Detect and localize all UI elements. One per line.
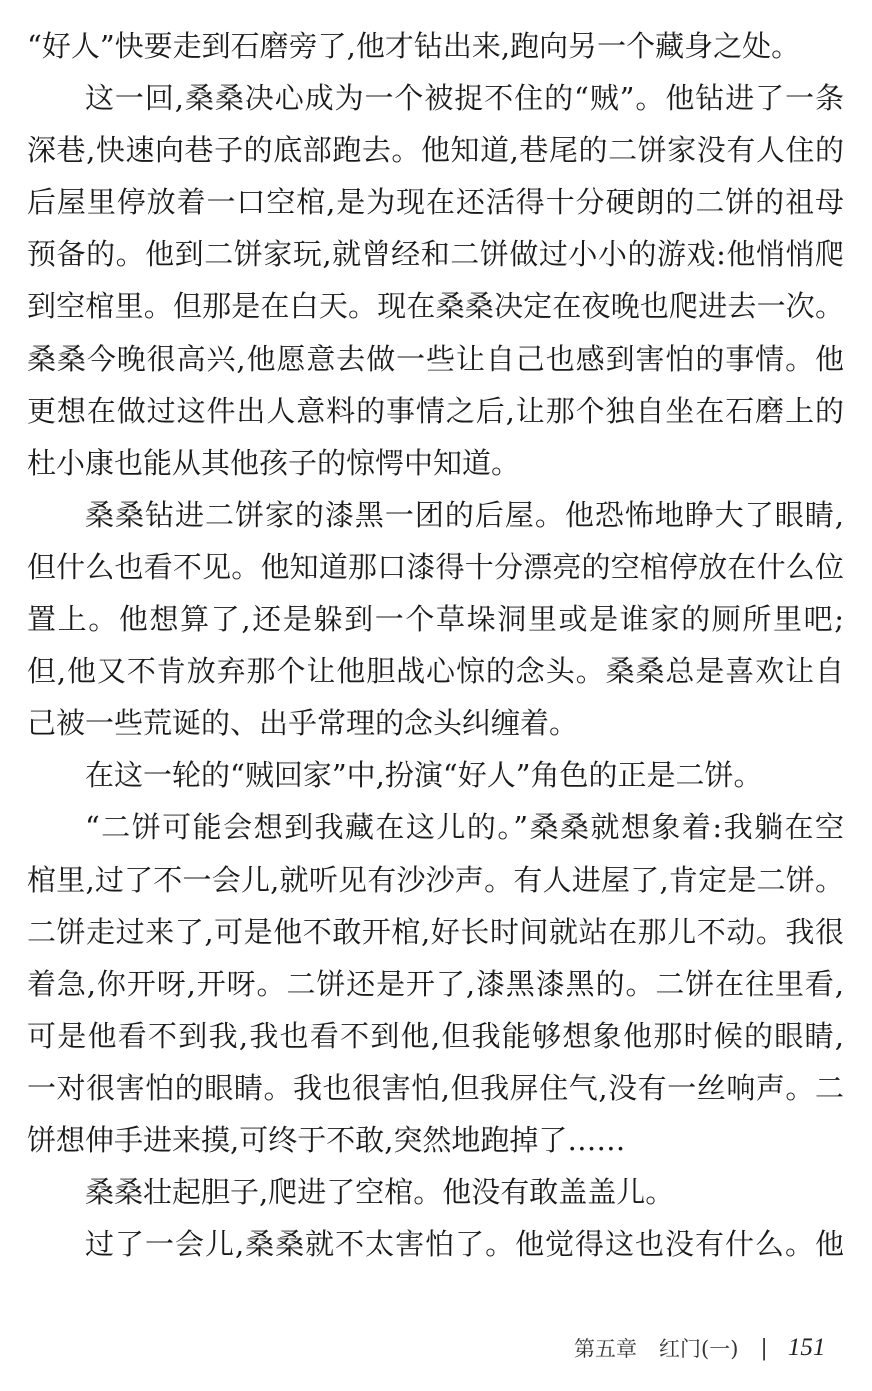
- page-footer: [574, 1333, 825, 1363]
- text-line: 一对很害怕的眼睛。我也很害怕,但我屏住气,没有一丝响声。二: [27, 1070, 844, 1105]
- text-line: 杜小康也能从其他孩子的惊愕中知道。: [27, 445, 521, 480]
- text-line: 预备的。他到二饼家玩,就曾经和二饼做过小小的游戏:他悄悄爬: [27, 237, 844, 272]
- text-line: 到空棺里。但那是在白天。现在桑桑决定在夜晚也爬进去一次。: [27, 289, 844, 324]
- chapter-label: 第五章: [574, 1337, 637, 1361]
- text-line: 在这一轮的“贼回家”中,扮演“好人”角色的正是二饼。: [85, 758, 763, 793]
- text-line: 桑桑壮起胆子,爬进了空棺。他没有敢盖盖儿。: [85, 1175, 675, 1210]
- text-line: 桑桑钻进二饼家的漆黑一团的后屋。他恐怖地睁大了眼睛,: [85, 497, 844, 532]
- body-text: [27, 20, 844, 1270]
- text-line: 但,他又不肯放弃那个让他胆战心惊的念头。桑桑总是喜欢让自: [27, 654, 844, 689]
- text-line: 更想在做过这件出人意料的事情之后,让那个独自坐在石磨上的: [27, 393, 844, 428]
- text-line: 饼想伸手进来摸,可终于不敢,突然地跑掉了……: [27, 1122, 626, 1157]
- text-line: 己被一些荒诞的、出乎常理的念头纠缠着。: [27, 706, 579, 741]
- text-line: 二饼走过来了,可是他不敢开棺,好长时间就站在那儿不动。我很: [27, 914, 844, 949]
- text-line: 可是他看不到我,我也看不到他,但我能够想象他那时候的眼睛,: [27, 1018, 844, 1053]
- text-line: 但什么也看不见。他知道那口漆得十分漂亮的空棺停放在什么位: [27, 549, 844, 584]
- text-line: 后屋里停放着一口空棺,是为现在还活得十分硬朗的二饼的祖母: [27, 185, 844, 220]
- section-title: 红门(一): [659, 1337, 739, 1361]
- text-line: 这一回,桑桑决心成为一个被捉不住的“贼”。他钻进了一条: [85, 81, 844, 116]
- text-line: 深巷,快速向巷子的底部跑去。他知道,巷尾的二饼家没有人住的: [27, 133, 844, 168]
- text-line: “二饼可能会想到我藏在这儿的。”桑桑就想象着:我躺在空: [85, 810, 844, 845]
- page-number: 151: [787, 1334, 826, 1361]
- text-line: 桑桑今晚很高兴,他愿意去做一些让自己也感到害怕的事情。他: [27, 341, 844, 376]
- text-line: 过了一会儿,桑桑就不太害怕了。他觉得这也没有什么。他: [85, 1227, 844, 1262]
- footer-separator: |: [760, 1335, 768, 1361]
- text-line: 棺里,过了不一会儿,就听见有沙沙声。有人进屋了,肯定是二饼。: [27, 862, 844, 897]
- text-line: 置上。他想算了,还是躲到一个草垛洞里或是谁家的厕所里吧;: [27, 602, 844, 637]
- text-line: 着急,你开呀,开呀。二饼还是开了,漆黑漆黑的。二饼在往里看,: [27, 966, 844, 1001]
- text-line: “好人”快要走到石磨旁了,他才钻出来,跑向另一个藏身之处。: [27, 29, 801, 63]
